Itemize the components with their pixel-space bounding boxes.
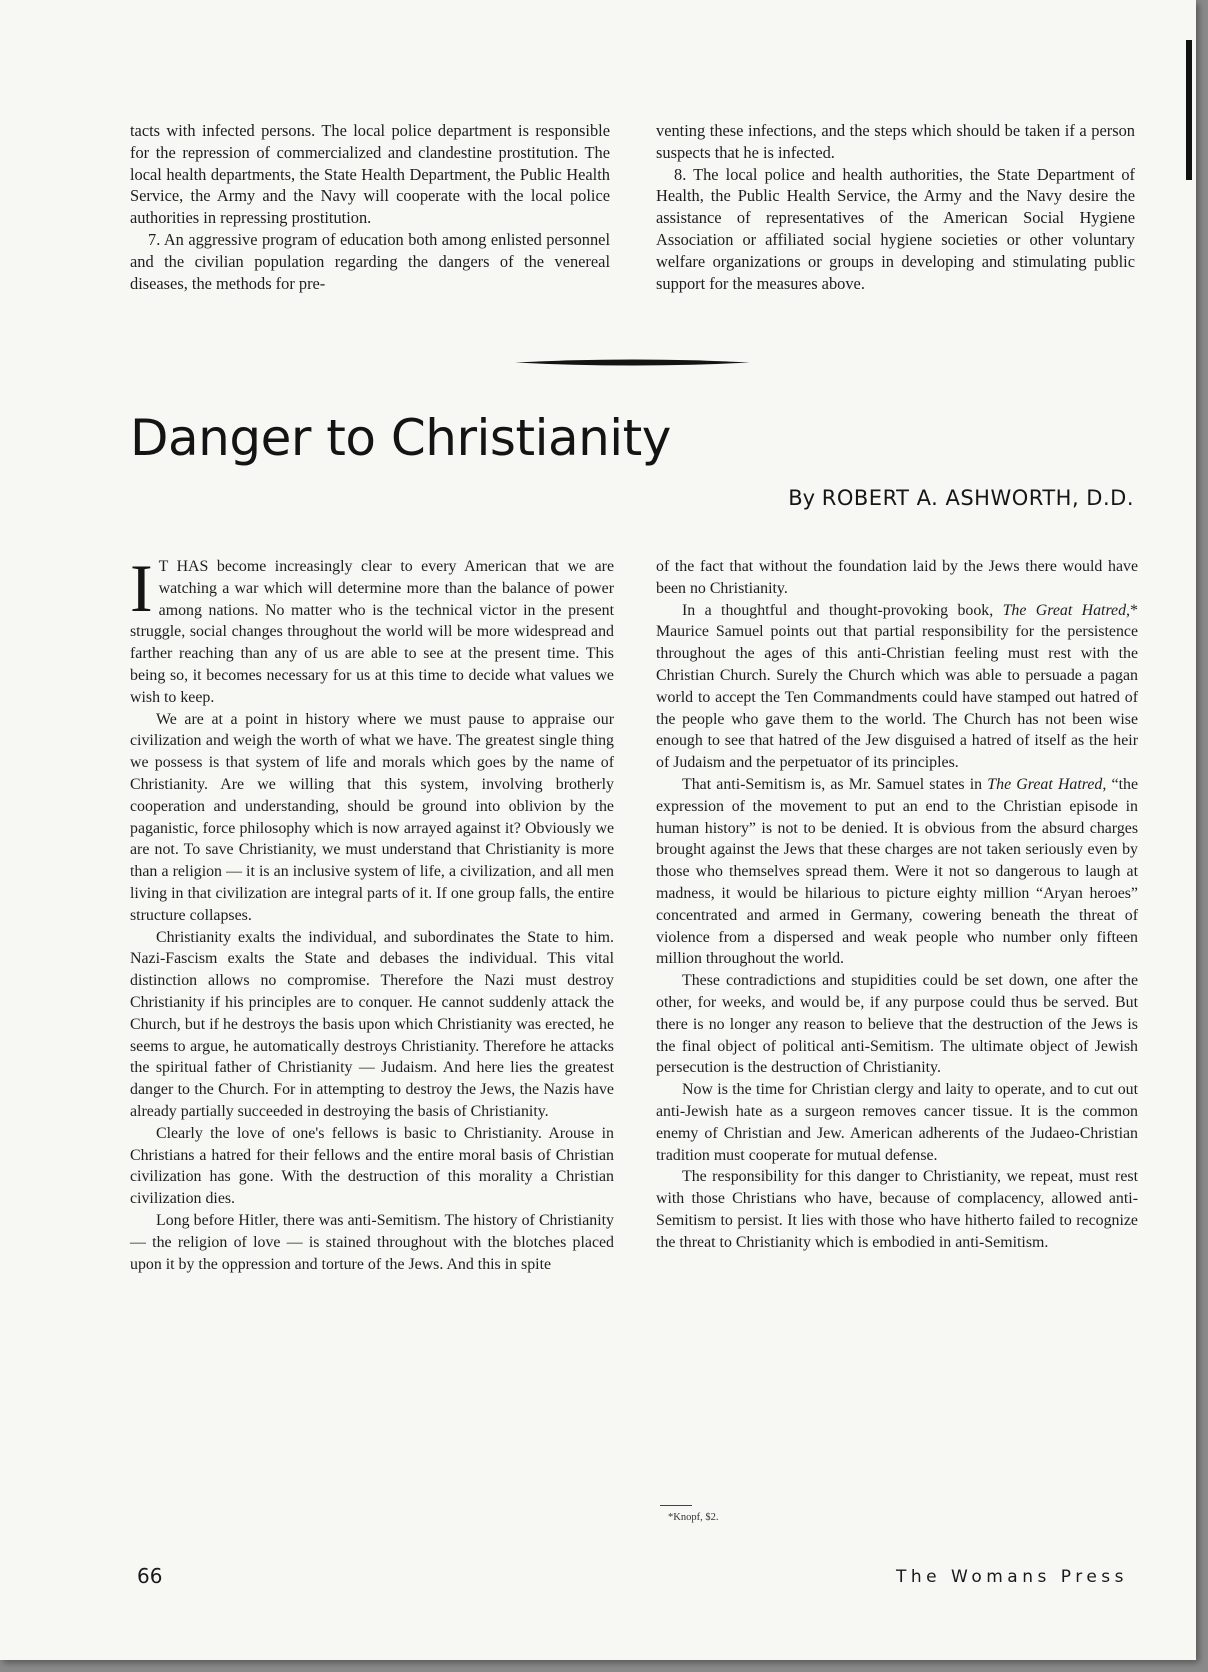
article-left-column	[130, 550, 614, 1275]
continued-paragraph: tacts with infected persons. The local police department is responsible for the repression of commercialized and clandestine prostitution. The local health departments, the State Health Department, the Public Health Service, the Army and the Navy will cooperate with the local police authorities in repressing prostitution.	[130, 121, 610, 228]
article-paragraph: In a thoughtful and thought-provoking book, The Great Hatred,* Maurice Samuel points out that partial responsibility for the persistence throughout the ages of this anti-Christian feeling must rest with the Christian Church. Surely the Church which was able to persuade a pagan world to accept the Ten Commandments could have stamped out hatred of the people who gave them to the world. The Church has not been wise enough to see that hatred of the Jew disguised a hatred of itself as the heir of Judaism and the perpetuator of its principles.	[656, 601, 1138, 772]
continued-paragraph: venting these infections, and the steps which should be taken if a person suspects that he is infected.	[656, 121, 1135, 162]
footnote-rule	[660, 1505, 692, 1506]
article-paragraph: That anti-Semitism is, as Mr. Samuel states in The Great Hatred, “the expression of the movement to put an end to the Christian episode in human history” is not to be denied. It is obvious from the absurd charges brought against the Jews that these charges are not taken seriously even by those who themselves spread them. Were it not so dangerous to laugh at madness, it would be hilarious to picture eighty million “Aryan heroes” concentrated and armed in Germany, cowering beneath the threat of violence from a dispersed and weak people who number only fifteen million throughout the world.	[656, 775, 1138, 968]
article-paragraph: We are at a point in history where we must pause to appraise our civilization and weigh the worth of what we have. The greatest single thing we possess is that system of life and morals which goes by the name of Christianity. Are we willing that this system, involving brotherly cooperation and understanding, should be ground into oblivion by the paganistic, force philosophy which is now arrayed against it? Obviously we are not. To save Christianity, we must understand that Christianity is more than a religion — it is an inclusive system of life, a civilization, and all men living in that civilization are integral parts of it. If one group falls, the entire structure collapses.	[130, 710, 614, 924]
section-divider	[515, 358, 750, 367]
footnote: *Knopf, $2.	[668, 1512, 719, 1523]
article-paragraph: These contradictions and stupidities could be set down, one after the other, for weeks, and would be, if any purpose could thus be served. But there is no longer any reason to believe that the destruction of the Jews is the final object of political anti-Semitism. The ultimate object of Jewish persecution is the destruction of Christianity.	[656, 972, 1138, 1077]
footnote-marker: *	[1130, 601, 1138, 619]
article-title: Danger to Christianity	[130, 409, 671, 467]
publication-name: The Womans Press	[896, 1567, 1128, 1587]
author-name: ROBERT A. ASHWORTH, D.D.	[821, 486, 1134, 510]
binding-edge	[1186, 40, 1192, 180]
continued-text-left-column	[130, 120, 610, 294]
book-title: The Great Hatred,	[1002, 601, 1131, 619]
drop-cap: I	[130, 550, 153, 626]
article-paragraph: The responsibility for this danger to Christianity, we repeat, must rest with those Christians who have, because of complacency, allowed anti-Semitism to persist. It lies with those who have hitherto failed to recognize the threat to Christianity which is embodied in anti-Semitism.	[656, 1168, 1138, 1251]
continued-text-right-column	[656, 120, 1135, 294]
byline	[788, 484, 1134, 512]
article-paragraph: of the fact that without the foundation laid by the Jews there would have been no Christianity.	[656, 558, 1138, 597]
article-right-column	[656, 556, 1138, 1254]
article-paragraph: Christianity exalts the individual, and subordinates the State to him. Nazi-Fascism exalts the State and debases the individual. This vital distinction allows no compromise. Therefore the Nazi must destroy Christianity if his principles are to conquer. He cannot suddenly attack the Church, but if he destroys the basis upon which Christianity was erected, he seems to argue, he automatically destroys Christianity. Therefore he attacks the spiritual father of Christianity — Judaism. And here lies the greatest danger to the Church. For in attempting to destroy the Jews, the Nazis have already partially succeeded in destroying the basis of Christianity.	[130, 928, 614, 1120]
article-paragraph: I T HAS become increasingly clear to every American that we are watching a war which will determine more than the balance of power among nations. No matter who is the technical victor in the present struggle, social changes throughout the world will be more widespread and farther reaching than any of us are able to see at the present time. This being so, it becomes necessary for us at this time to decide what values we wish to keep.	[130, 550, 614, 706]
list-item-8: 8. The local police and health authorities, the State Department of Health, the Public Health Service, the Army and the Navy desire the assistance of representatives of the American Social Hygiene Association or affiliated social hygiene societies or other voluntary welfare organizations or groups in developing and stimulating public support for the measures above.	[656, 164, 1135, 293]
article-paragraph: Long before Hitler, there was anti-Semitism. The history of Christianity — the religion of love — is stained throughout with the blotches placed upon it by the oppression and torture of the Jews. And this in spite	[130, 1211, 614, 1273]
page-number: 66	[137, 1564, 163, 1588]
article-paragraph: Clearly the love of one's fellows is basic to Christianity. Arouse in Christians a hatred for their fellows and the entire moral basis of Christian civilization has gone. With the destruction of this morality a Christian civilization dies.	[130, 1124, 614, 1208]
list-item-7: 7. An aggressive program of education both among enlisted personnel and the civilian population regarding the dangers of the venereal diseases, the methods for pre-	[130, 229, 610, 293]
book-title: The Great Hatred,	[987, 775, 1107, 793]
byline-prefix: By	[788, 486, 816, 510]
article-paragraph: Now is the time for Christian clergy and laity to operate, and to cut out anti-Jewish hate as a surgeon removes cancer tissue. It is the common enemy of Christian and Jew. American adherents of the Judaeo-Christian tradition must cooperate for mutual defense.	[656, 1081, 1138, 1164]
